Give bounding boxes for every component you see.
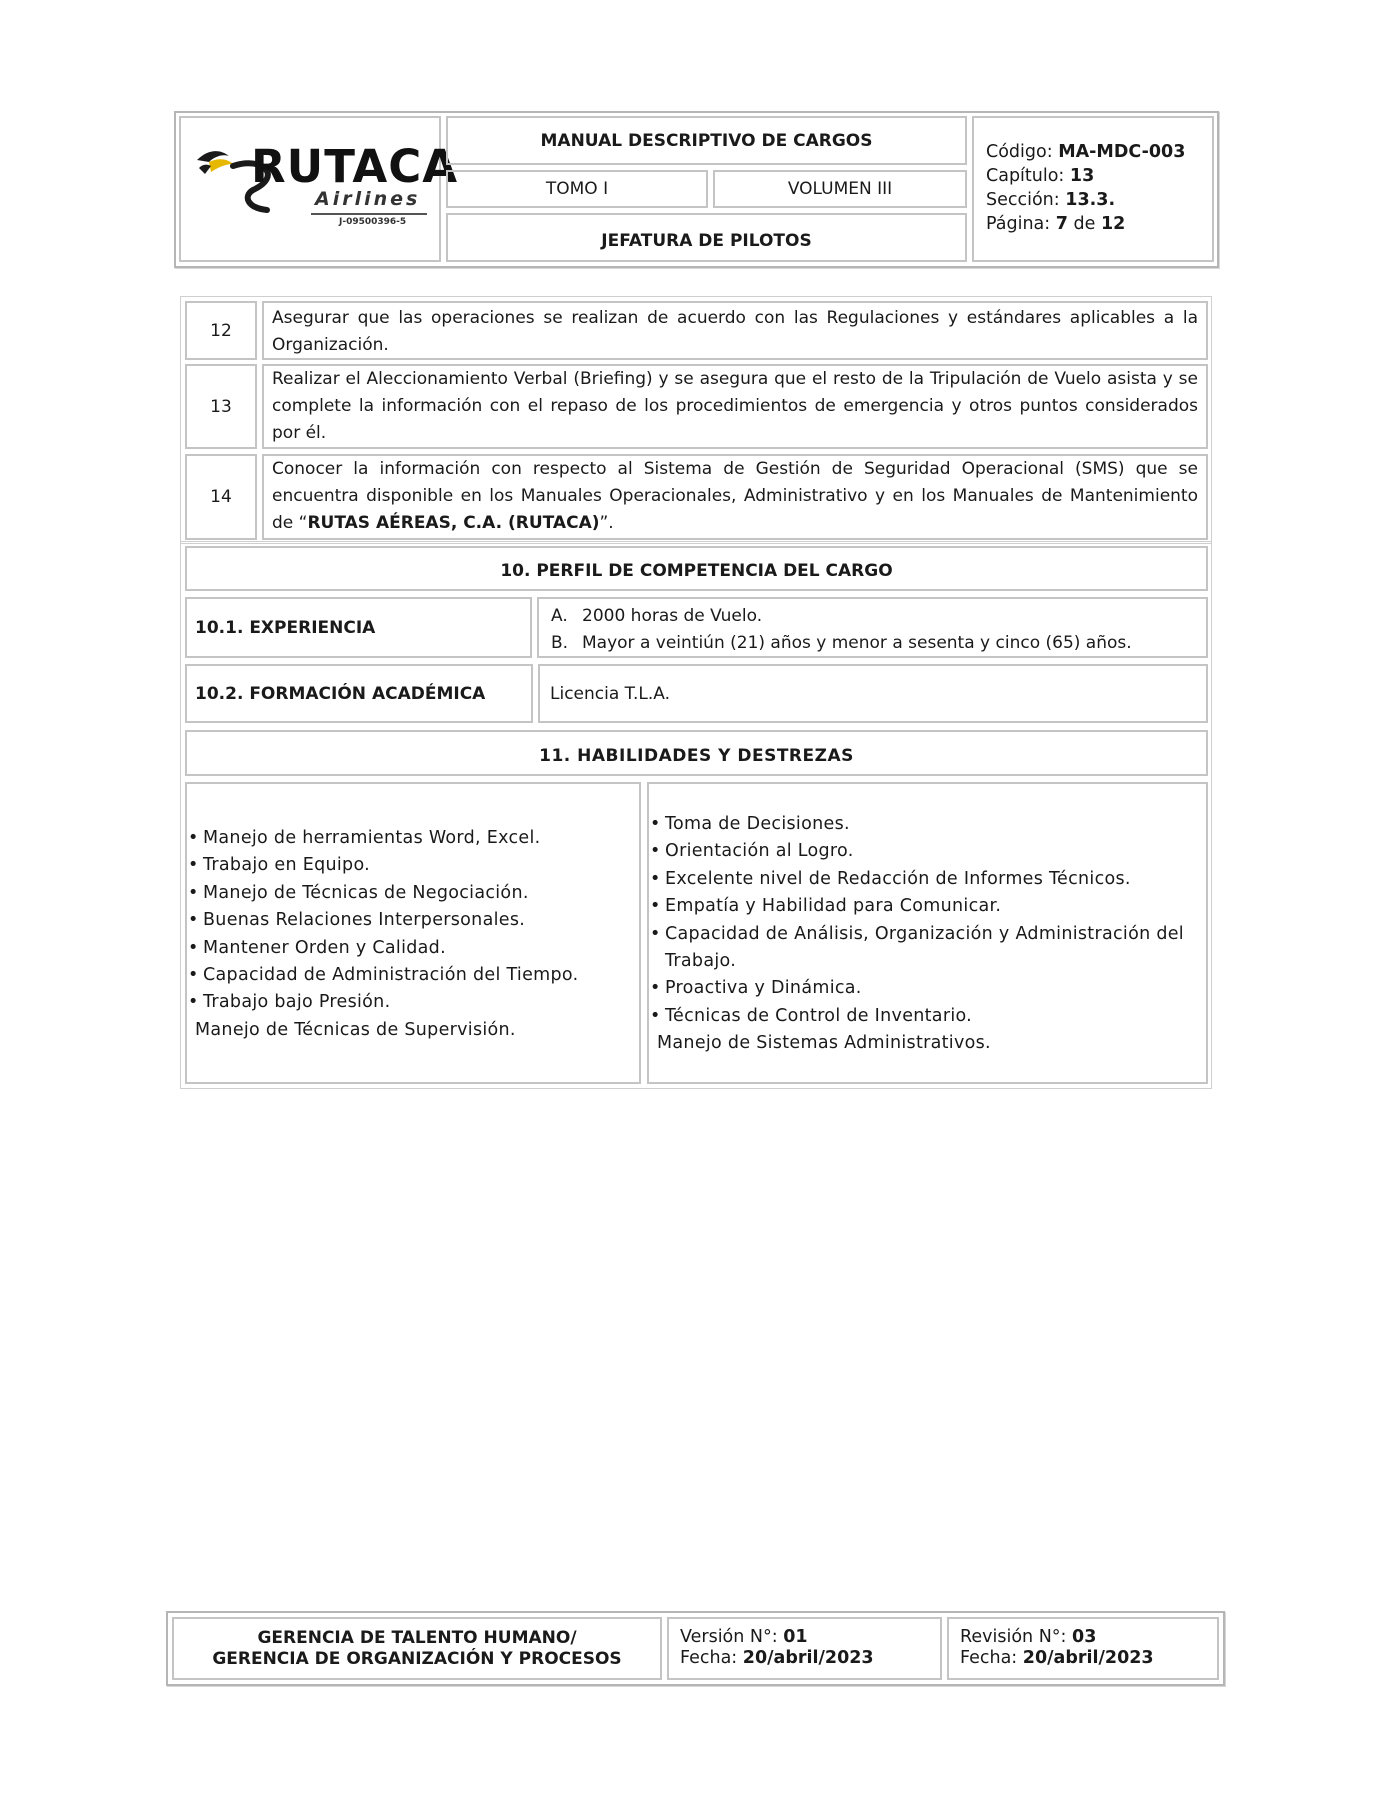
skill-item: • Toma de Decisiones. xyxy=(649,811,1194,838)
education-value: Licencia T.L.A. xyxy=(538,664,1208,723)
codigo-line: Código: MA-MDC-003 xyxy=(986,142,1186,162)
capitulo-line: Capítulo: 13 xyxy=(986,166,1095,186)
experience-list xyxy=(537,597,1208,658)
skill-item: • Trabajo en Equipo. xyxy=(187,852,639,879)
skill-item: • Proactiva y Dinámica. xyxy=(649,975,1194,1002)
skill-item: • Empatía y Habilidad para Comunicar. xyxy=(649,893,1194,920)
experience-item: A. 2000 horas de Vuelo. xyxy=(551,606,763,626)
skills-left-column xyxy=(185,782,641,1084)
function-text: Realizar el Aleccionamiento Verbal (Briefing) y se asegura que el resto de la Tripulación de Vuelo asista y se complete la información con el repaso de los procedimientos de emergencia y otros puntos considerados por él. xyxy=(262,364,1208,449)
function-text: Asegurar que las operaciones se realizan de acuerdo con las Regulaciones y estándares aplicables a la Organización. xyxy=(262,301,1208,360)
skill-item: • Excelente nivel de Redacción de Informes Técnicos. xyxy=(649,866,1194,893)
function-number: 12 xyxy=(185,301,257,360)
function-number: 13 xyxy=(185,364,257,449)
skills-right-column xyxy=(647,782,1208,1084)
logo-rif: J-09500396-5 xyxy=(339,217,407,227)
section-title-competency: 10. PERFIL DE COMPETENCIA DEL CARGO xyxy=(185,546,1208,591)
skill-item: • Buenas Relaciones Interpersonales. xyxy=(187,907,639,934)
document-code-box xyxy=(972,116,1214,262)
skill-item: Manejo de Técnicas de Supervisión. xyxy=(195,1019,516,1040)
department-title: JEFATURA DE PILOTOS xyxy=(446,213,967,262)
skill-item: • Manejo de Técnicas de Negociación. xyxy=(187,880,639,907)
section-title-skills: 11. HABILIDADES Y DESTREZAS xyxy=(185,730,1208,776)
function-number: 14 xyxy=(185,454,257,540)
skill-item: • Capacidad de Análisis, Organización y Administración del Trabajo. xyxy=(649,921,1194,976)
tomo-label: TOMO I xyxy=(446,170,708,208)
volumen-label: VOLUMEN III xyxy=(713,170,967,208)
footer-revision: Revisión N°: 03 Fecha: 20/abril/2023 xyxy=(947,1617,1219,1680)
experience-label: 10.1. EXPERIENCIA xyxy=(185,597,532,658)
skill-item: • Mantener Orden y Calidad. xyxy=(187,935,639,962)
manual-title: MANUAL DESCRIPTIVO DE CARGOS xyxy=(446,116,967,165)
experience-item: B. Mayor a veintiún (21) años y menor a sesenta y cinco (65) años. xyxy=(551,633,1132,653)
skill-item: • Capacidad de Administración del Tiempo. xyxy=(187,962,639,989)
skill-item: • Manejo de herramientas Word, Excel. xyxy=(187,825,639,852)
skill-item: • Orientación al Logro. xyxy=(649,838,1194,865)
logo-sub-text: Airlines xyxy=(315,188,421,210)
logo-underline xyxy=(311,213,427,215)
logo-cell xyxy=(179,116,459,262)
skill-item: Manejo de Sistemas Administrativos. xyxy=(657,1033,991,1054)
seccion-line: Sección: 13.3. xyxy=(986,190,1116,210)
function-text: Conocer la información con respecto al Sistema de Gestión de Seguridad Operacional (SMS) que se encuentra disponible en los Manuales Operacionales, Administrativo y en los Manuales de Mantenimiento de “RUTAS AÉREAS, C.A. (RUTACA)”. xyxy=(262,454,1208,540)
skill-item: • Trabajo bajo Presión. xyxy=(187,989,639,1016)
pagina-line: Página: 7 de 12 xyxy=(986,214,1126,234)
rutaca-logo xyxy=(193,136,459,236)
skill-item: • Técnicas de Control de Inventario. xyxy=(649,1003,1194,1030)
education-label: 10.2. FORMACIÓN ACADÉMICA xyxy=(185,664,533,723)
logo-brand-text: RUTACA xyxy=(251,140,459,193)
footer-department: GERENCIA DE TALENTO HUMANO/ GERENCIA DE ORGANIZACIÓN Y PROCESOS xyxy=(172,1617,662,1680)
footer-version: Versión N°: 01 Fecha: 20/abril/2023 xyxy=(667,1617,942,1680)
